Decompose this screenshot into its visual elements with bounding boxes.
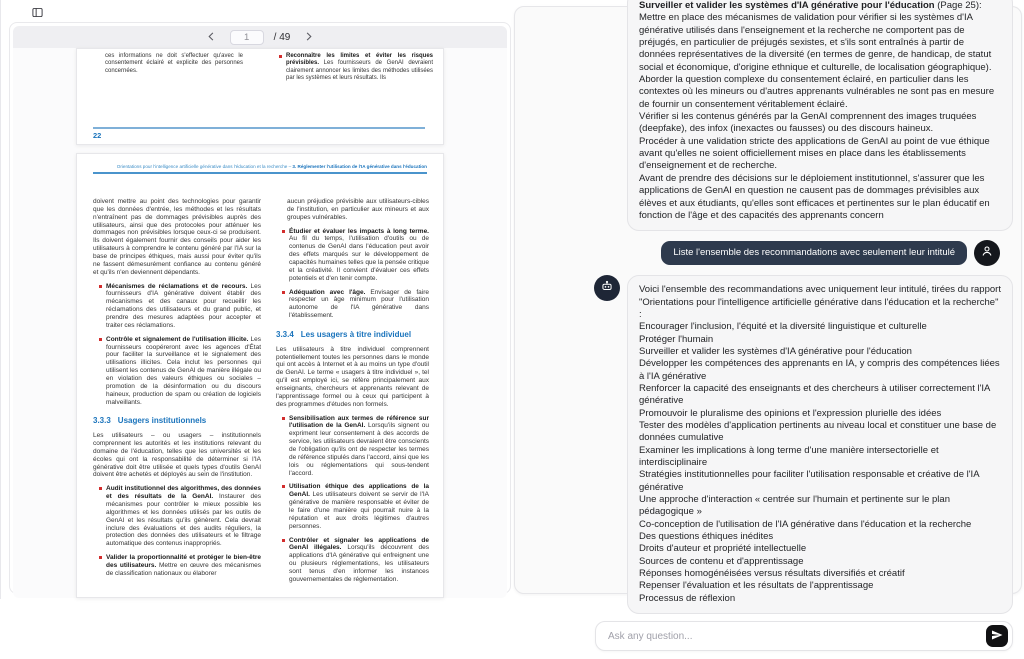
recommendation-item: Repenser l'évaluation et les résultats de l'apprentissage xyxy=(639,580,874,592)
prev-page-button[interactable] xyxy=(204,29,220,45)
bullet-marker xyxy=(99,285,102,288)
recommendation-item: Sources de contenu et d'apprentissage xyxy=(639,555,804,567)
chat-input-row xyxy=(515,614,1021,659)
assistant-paragraphs xyxy=(639,12,1001,222)
next-page-button[interactable] xyxy=(300,29,316,45)
assistant-intro: Voici l'ensemble des recommandations avec uniquement leur intitulé, tirées du rapport "Orientations pour l'intelligence artificielle générative dans l'éducation et la recherche" : xyxy=(639,284,1001,320)
assistant-message xyxy=(627,0,1013,231)
recommendation-item: Protéger l'humain xyxy=(639,333,714,345)
assistant-paragraph: Mettre en place des mécanismes de validation pour vérifier si les systèmes d'IA générative utilisés dans l'enseignement et la recherche ne comportent pas de préjugés, en particulier de préjugés sexistes, et s'ils sont entraînés à partir de données représentatives de la diversité (en termes de genre, de handicap, de statut social et économique, d'origine ethnique et culturelle, de localisation géographique). xyxy=(639,12,992,73)
recommendation-heading: Surveiller et valider les systèmes d'IA générative pour l'éducation (Page 25): xyxy=(639,0,982,11)
pdf-column xyxy=(273,53,433,88)
page-header-divider xyxy=(93,172,427,174)
bullet-marker xyxy=(99,338,102,341)
chat-panel xyxy=(514,0,1022,604)
person-icon xyxy=(980,244,994,263)
bullet-marker xyxy=(279,55,282,58)
bullet-item: Contrôle et signalement de l'utilisation illicite. Les fournisseurs coopéreront avec les agences d'État pour faciliter la surveillance et le signalement des utilisations illicites. Cela inclut les personnes qui utilisent les contenus de GenAI de manière illégale ou en violation des valeurs éthiques ou sociales – promotion de la désinformation ou du discours haineux, production de spam ou création de logiciels malveillants. xyxy=(93,336,261,407)
bullet-marker xyxy=(282,230,285,233)
bullet-item: Valider la proportionnalité et protéger le bien-être des utilisateurs. Mettre en œuvre des mécanismes de classification nationaux ou élaborer xyxy=(93,554,261,578)
assistant-paragraph: Procéder à une validation stricte des applications de GenAI au point de vue éthique avant qu'elles ne soient officiellement mises en place dans les établissements d'enseignement et de recherche. xyxy=(639,135,990,172)
bullet-item: Contrôler et signaler les applications de GenAI illégales. Lorsqu'ils découvrent des applications d'IA générative qui enfreignent une ou plusieurs réglementations, les utilisateurs sont tenus d'en informer les instances gouvernementales de réglementation. xyxy=(276,537,429,584)
recommendation-list xyxy=(639,321,1001,605)
recommendation-item: Encourager l'inclusion, l'équité et la diversité linguistique et culturelle xyxy=(639,321,927,333)
assistant-message xyxy=(594,275,1013,614)
pdf-paragraph: doivent mettre au point des technologies pour garantir que les données d'entrée, les méthodes et les résultats n'entraînent pas de dommages prévisibles auprès des utilisateurs, ainsi que des protocoles pour atténuer les dommages non prévisibles lorsque ceux-ci se produisent. Ils doivent également fournir des conseils pour aider les utilisateurs à comprendre le contenu généré par l'IA sur la base de principes éthiques, mais aussi pour éviter qu'ils ne fassent démesurément confiance au contenu généré et qu'ils n'en deviennent dépendants. xyxy=(93,198,261,276)
pdf-paragraph: Les utilisateurs à titre individuel comprennent potentiellement toutes les personnes dans le monde qui ont accès à Internet et à au moins un type d'outil de GenAI. Le terme « usagers à titre individuel », tel qu'il est employé ici, se réfère principalement aux enseignants, chercheurs et apprenants relevant de l'apprentissage formel ou à ceux qui participent à des programmes d'études non formels. xyxy=(276,345,429,408)
bullet-item: Reconnaître les limites et éviter les risques prévisibles. Les fournisseurs de GenAI devraient clairement annoncer les limites des méthodes utilisées par les systèmes et leurs résultats. Ils xyxy=(273,53,433,82)
assistant-paragraph: Avant de prendre des décisions sur le déploiement institutionnel, s'assurer que les applications de GenAI en question ne causent pas de dommages prévisibles aux élèves et aux étudiants, qu'elles sont efficaces et pertinentes sur le plan éducatif en fonction de l'âge et des capacités des apprenants concern xyxy=(639,172,990,221)
page-count-label: / 49 xyxy=(273,31,291,43)
pdf-page-22 xyxy=(76,48,444,145)
pdf-panel xyxy=(9,22,511,594)
sidebar-toggle-button[interactable] xyxy=(29,7,45,23)
recommendation-item: Examiner les implications à long terme d'une manière intersectorielle et interdisciplinaire xyxy=(639,444,939,468)
section-heading: 3.3.3 Usagers institutionnels xyxy=(93,416,207,426)
recommendation-item: Développer les compétences des apprenants en IA, y compris des compétences liées à l'IA générative xyxy=(639,358,1000,382)
chevron-left-icon xyxy=(206,30,217,45)
recommendation-item: Surveiller et valider les systèmes d'IA générative pour l'éducation xyxy=(639,345,912,357)
assistant-bubble xyxy=(627,0,1013,231)
bullet-item: Sensibilisation aux termes de référence sur l'utilisation de la GenAI. Lorsqu'ils signent ou expriment leur consentement à des accords de service, les utilisateurs devraient être conscients de l'obligation qu'ils ont de respecter les termes de référence stipulés dans l'accord, ainsi que les lois ou réglementations qui sous-tendent l'accord. xyxy=(276,415,429,478)
pdf-left-column xyxy=(93,198,261,590)
question-input[interactable] xyxy=(608,631,978,642)
user-avatar xyxy=(974,240,1000,266)
recommendation-item: Promouvoir le pluralisme des opinions et l'expression plurielle des idées xyxy=(639,407,942,419)
bullet-marker xyxy=(99,487,102,490)
recommendation-item: Des questions éthiques inédites xyxy=(639,531,774,543)
page-divider xyxy=(93,127,425,129)
page-number-input[interactable] xyxy=(230,30,264,45)
send-button[interactable] xyxy=(986,625,1008,647)
assistant-paragraph: Aborder la question complexe du consentement éclairé, en particulier dans les contextes où les mineurs ou d'autres apprenants vulnérables ne sont pas en mesure de fournir un consentement véritablement éclairé. xyxy=(639,74,995,110)
bullet-item: Audit institutionnel des algorithmes, des données et des résultats de la GenAI. Instaurer des mécanismes pour contrôler le mieux possible les algorithmes et les données utilisés par les outils de GenAI et les résultats qu'ils génèrent. Cela devrait inclure des évaluations et des audits réguliers, la protection des données des utilisateurs et le filtrage automatique des contenus inappropriés. xyxy=(93,485,261,548)
user-message xyxy=(515,240,1000,266)
page-number-label: 22 xyxy=(93,131,102,140)
recommendation-item: Une approche d'interaction « centrée sur l'humain et pertinente sur le plan pédagogique » xyxy=(639,494,950,518)
assistant-paragraph: Vérifier si les contenus générés par la GenAI comprennent des images truquées (deepfake), des infox (inexactes ou fausses) ou des discours haineux. xyxy=(639,111,977,135)
recommendation-item: Tester des modèles d'application pertinents au niveau local et constituer une base de données cumulative xyxy=(639,419,997,444)
pdf-page-23 xyxy=(76,153,444,598)
chat-input-bar xyxy=(595,621,1013,651)
bullet-marker xyxy=(282,485,285,488)
bullet-item: Étudier et évaluer les impacts à long terme. Au fil du temps, l'utilisation d'outils ou de contenus de GenAI dans l'éducation peut avoir des effets marqués sur le développement de capacités humaines telles que la pensée critique et la créativité. Il convient d'évaluer ces effets potentiels et d'en tenir compte. xyxy=(276,228,429,283)
recommendation-item: Renforcer la capacité des enseignants et des chercheurs à utiliser correctement l'IA générative xyxy=(639,382,990,407)
paper-plane-icon xyxy=(991,629,1003,644)
chevron-right-icon xyxy=(303,30,314,45)
bullet-marker xyxy=(282,291,285,294)
recommendation-item: Co-conception de l'utilisation de l'IA générative dans l'éducation et la recherche xyxy=(639,518,972,530)
recommendation-item: Réponses homogénéisées versus résultats diversifiés et créatif xyxy=(639,568,905,580)
pdf-scroll-area[interactable] xyxy=(13,48,507,598)
pdf-paragraph: aucun préjudice prévisible aux utilisateurs-cibles de l'institution, en particulier aux mineurs et aux groupes vulnérables. xyxy=(287,198,429,221)
bullet-item: Mécanismes de réclamations et de recours. Les fournisseurs d'IA générative doivent établir des mécanismes et des canaux pour recueillir les réclamations des utilisateurs et du grand public, et prendre des mesures adaptées pour accepter et traiter ces réclamations. xyxy=(93,283,261,330)
assistant-avatar xyxy=(594,275,620,301)
chat-messages[interactable] xyxy=(515,0,1021,614)
pdf-paragraph: Les utilisateurs – ou usagers – institutionnels comprennent les autorités et les institutions relevant du domaine de l'éducation, telles que les universités et les écoles qui ont la responsabilité de déterminer si l'IA générative doit être utilisée et quels types d'outils GenAI doivent être achetés et déployés au sein de l'institution. xyxy=(93,432,261,479)
recommendation-item: Processus de réflexion xyxy=(639,592,736,604)
pdf-right-column xyxy=(276,198,429,590)
recommendation-item: Stratégies institutionnelles pour faciliter l'utilisation responsable et créative de l'IA générative xyxy=(639,469,980,493)
bullet-marker xyxy=(282,417,285,420)
bullet-marker xyxy=(282,539,285,542)
pdf-paragraph: ces informations ne doit s'effectuer qu'avec le consentement éclairé et explicite des personnes concernées. xyxy=(105,53,243,74)
assistant-bubble xyxy=(627,275,1013,614)
bullet-item: Utilisation éthique des applications de la GenAI. Les utilisateurs doivent se servir de l'IA générative de manière responsable et éviter de le faire d'une manière qui pourrait nuire à la réputation et aux droits légitimes d'autres personnes. xyxy=(276,483,429,530)
page-header: Orientations pour l'intelligence artificielle générative dans l'éducation et la recherche – 3. Réglementer l'utilisation de l'IA générative dans l'éducation xyxy=(116,164,427,169)
recommendation-item: Droits d'auteur et propriété intellectuelle xyxy=(639,543,807,555)
pdf-toolbar xyxy=(13,26,507,48)
bullet-item: Adéquation avec l'âge. Envisager de faire respecter un âge minimum pour l'utilisation autonome de l'IA générative dans l'établissement. xyxy=(276,289,429,320)
robot-icon xyxy=(600,279,614,298)
user-bubble: Liste l'ensemble des recommandations avec seulement leur intitulé xyxy=(661,241,967,265)
bullet-marker xyxy=(99,556,102,559)
section-heading: 3.3.4 Les usagers à titre individuel xyxy=(276,330,412,340)
